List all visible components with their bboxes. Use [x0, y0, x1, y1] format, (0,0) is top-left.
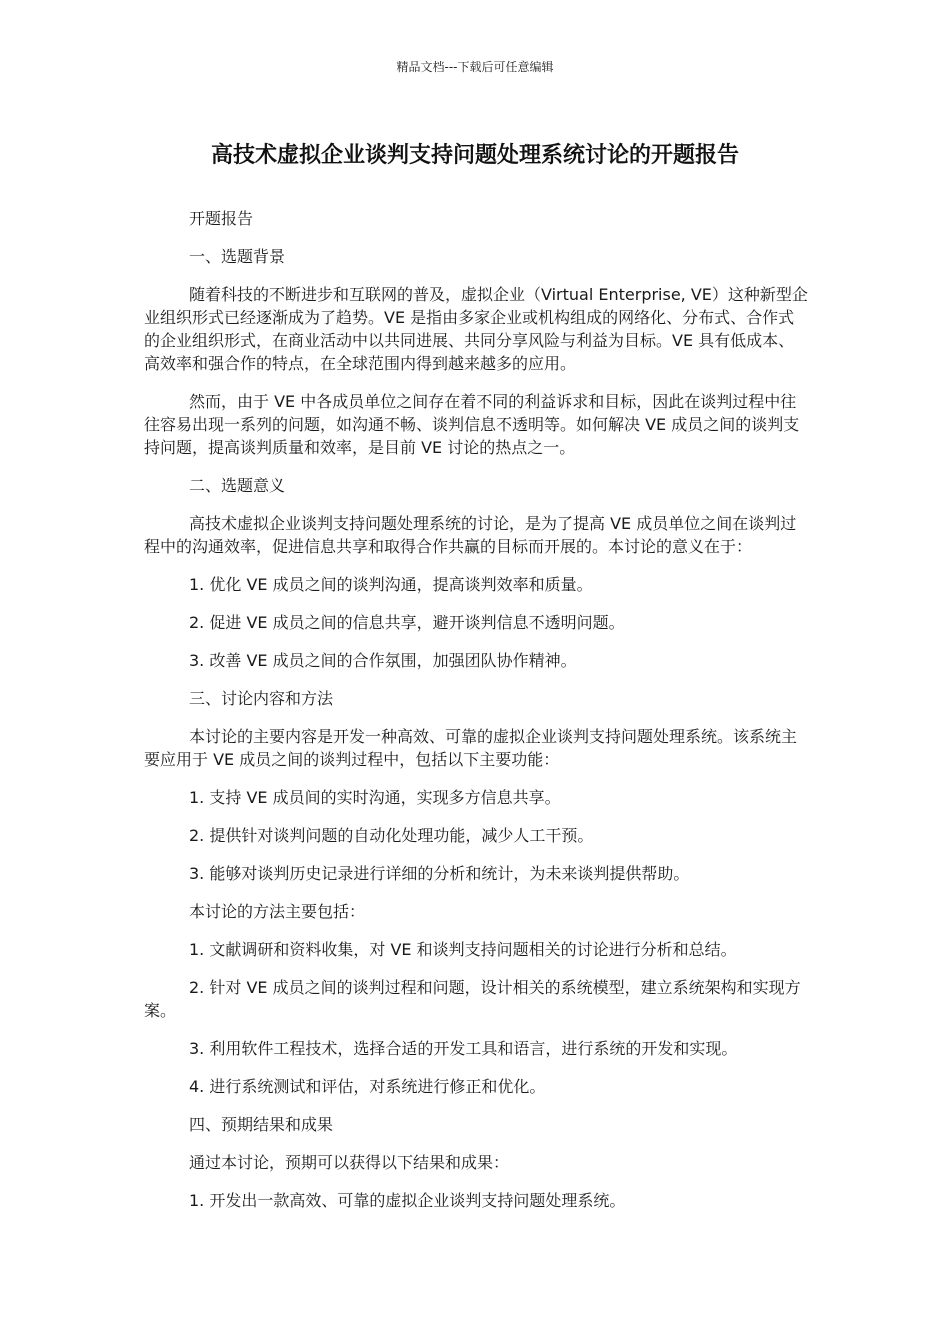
list-item: 4. 进行系统测试和评估，对系统进行修正和优化。 — [189, 1077, 546, 1096]
list-item: 1. 支持 VE 成员间的实时沟通，实现多方信息共享。 — [189, 788, 561, 807]
body-paragraph: 随着科技的不断进步和互联网的普及，虚拟企业（Virtual Enterprise, VE）这种新型企业组织形式已经逐渐成为了趋势。VE 是指由多家企业或机构组成的网络化、分布式、合作式的企业组织形式，在商业活动中以共同进展、共同分享风险与利益为目标。VE 具有低成本、高效率和强合作的特点，在全球范围内得到越来越多的应用。 — [144, 285, 808, 373]
section-heading: 三、讨论内容和方法 — [189, 689, 334, 708]
list-item: 2. 促进 VE 成员之间的信息共享，避开谈判信息不透明问题。 — [189, 613, 625, 632]
document-title: 高技术虚拟企业谈判支持问题处理系统讨论的开题报告 — [210, 143, 739, 168]
list-item: 3. 能够对谈判历史记录进行详细的分析和统计，为未来谈判提供帮助。 — [189, 864, 690, 883]
list-item: 3. 利用软件工程技术，选择合适的开发工具和语言，进行系统的开发和实现。 — [189, 1039, 738, 1058]
page-header: 精品文档---下载后可任意编辑 — [396, 60, 554, 74]
body-paragraph: 高技术虚拟企业谈判支持问题处理系统的讨论，是为了提高 VE 成员单位之间在谈判过程中的沟通效率，促进信息共享和取得合作共赢的目标而开展的。本讨论的意义在于： — [144, 514, 797, 556]
list-item: 1. 优化 VE 成员之间的谈判沟通，提高谈判效率和质量。 — [189, 575, 593, 594]
body-paragraph: 通过本讨论，预期可以获得以下结果和成果： — [189, 1153, 510, 1172]
section-heading: 一、选题背景 — [189, 247, 286, 266]
list-item: 1. 文献调研和资料收集，对 VE 和谈判支持问题相关的讨论进行分析和总结。 — [189, 940, 737, 959]
list-item: 1. 开发出一款高效、可靠的虚拟企业谈判支持问题处理系统。 — [189, 1191, 626, 1210]
section-heading: 四、预期结果和成果 — [189, 1115, 334, 1134]
list-item: 3. 改善 VE 成员之间的合作氛围，加强团队协作精神。 — [189, 651, 577, 670]
list-item: 2. 提供针对谈判问题的自动化处理功能，减少人工干预。 — [189, 826, 594, 845]
section-heading: 二、选题意义 — [189, 476, 286, 495]
body-paragraph: 本讨论的主要内容是开发一种高效、可靠的虚拟企业谈判支持问题处理系统。该系统主要应用于 VE 成员之间的谈判过程中，包括以下主要功能： — [144, 727, 798, 769]
list-item: 2. 针对 VE 成员之间的谈判过程和问题，设计相关的系统模型，建立系统架构和实现方案。 — [144, 978, 801, 1020]
document-body — [144, 207, 808, 1227]
body-paragraph: 然而，由于 VE 中各成员单位之间存在着不同的利益诉求和目标，因此在谈判过程中往往容易出现一系列的问题，如沟通不畅、谈判信息不透明等。如何解决 VE 成员之间的谈判支持问题，提高谈判质量和效率，是目前 VE 讨论的热点之一。 — [144, 392, 800, 457]
body-paragraph: 本讨论的方法主要包括： — [189, 902, 366, 921]
section-label: 开题报告 — [189, 209, 254, 228]
